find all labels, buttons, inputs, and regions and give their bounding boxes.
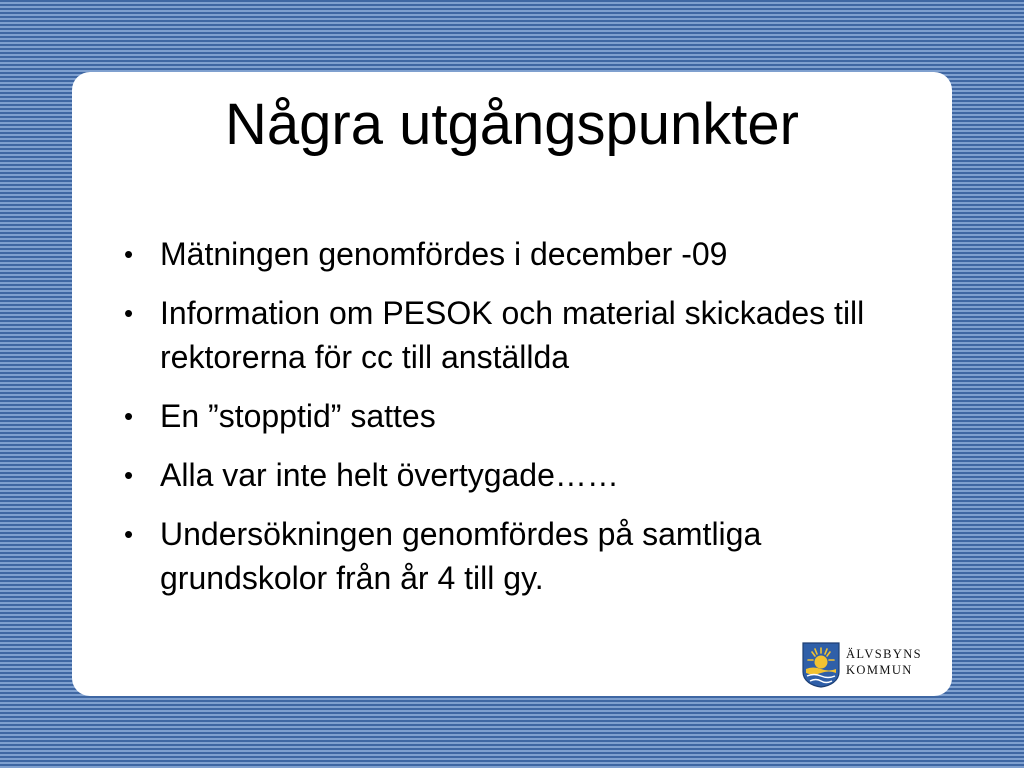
logo-line-2: KOMMUN [846,663,913,677]
bullet-text: Undersökningen genomfördes på samtliga grundskolor från år 4 till gy. [160,516,762,596]
bullet-icon: • [124,401,134,431]
bullet-item [118,232,928,276]
bullet-icon: • [124,460,134,490]
bullet-icon: • [124,519,134,549]
coat-of-arms-icon [802,642,840,688]
logo-line-1: ÄLVSBYNS [846,647,923,661]
bullet-icon: • [124,298,134,328]
bullet-text: Alla var inte helt övertygade…… [160,457,619,493]
slide-title: Några utgångspunkter [225,92,799,157]
bullet-item [118,453,928,497]
bullet-item [118,512,928,600]
bullet-item [118,291,928,379]
bullet-text: Information om PESOK och material skickades till rektorerna för cc till anställda [160,295,865,375]
bullet-item [118,394,928,438]
bullet-list [118,232,928,615]
bullet-text: En ”stopptid” sattes [160,398,436,434]
alvsbyns-kommun-logo [802,642,936,688]
bullet-icon: • [124,239,134,269]
bullet-text: Mätningen genomfördes i december -09 [160,236,728,272]
